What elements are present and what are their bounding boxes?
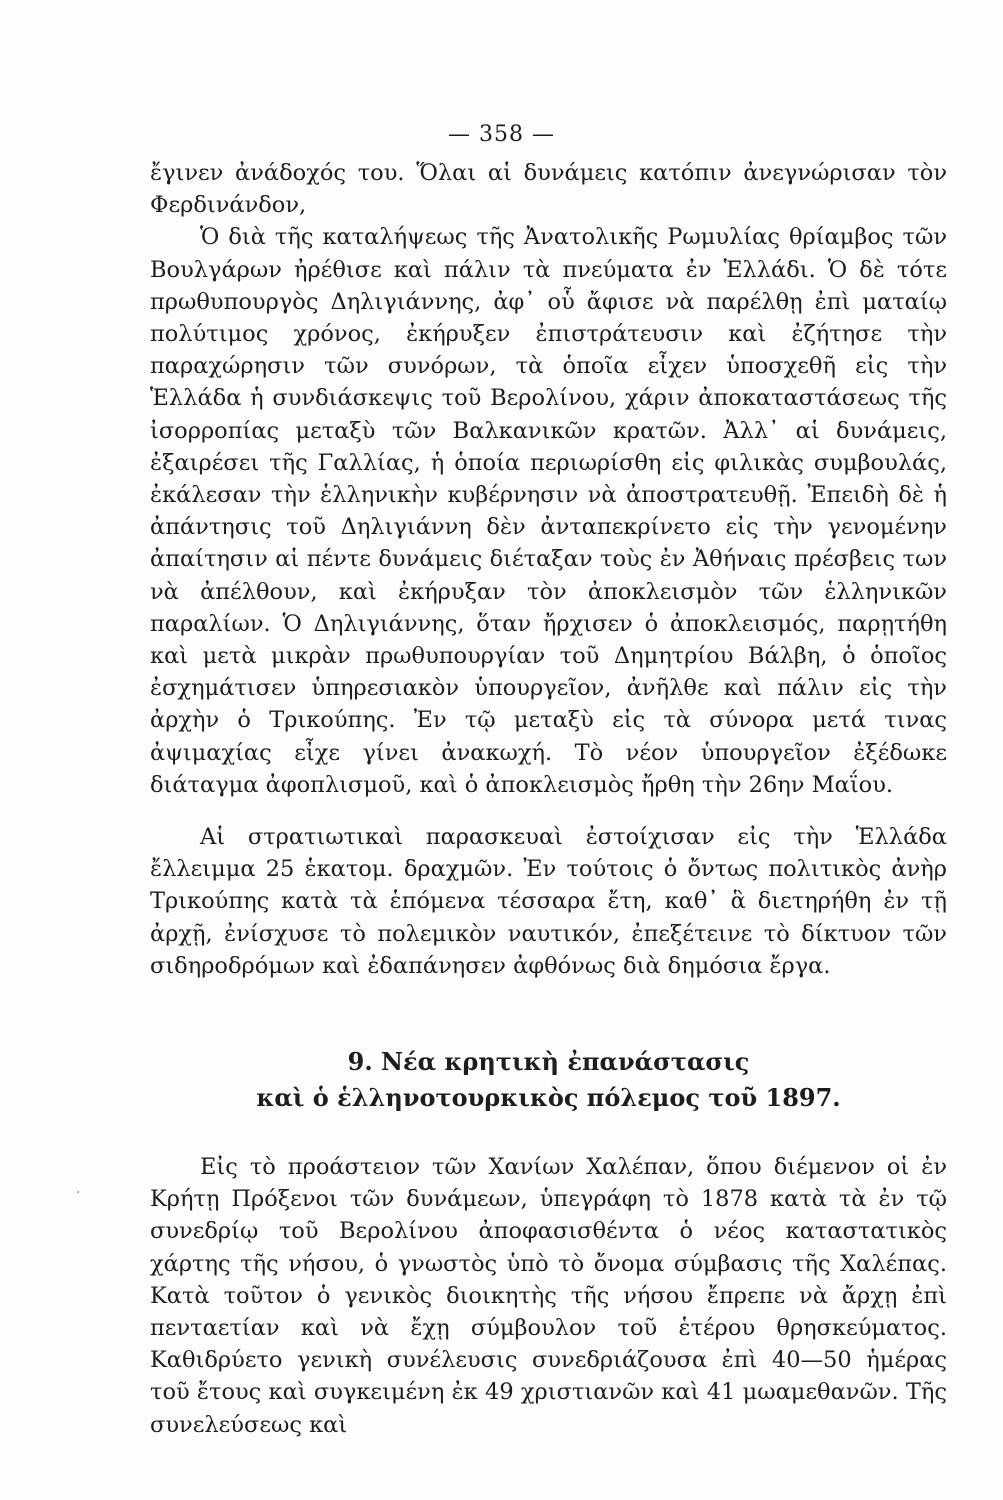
paragraph: Αἱ στρατιωτικαὶ παρασκευαὶ ἐστοίχισαν εἰς τὴν Ἑλλάδα ἔλλειμμα 25 ἑκατομ. δραχμῶν. Ἐν τούτοις ὁ ὄντως πολιτικὸς ἀνὴρ Τρικούπης κατὰ τὰ ἑπόμενα τέσσαρα ἔτη, καθ᾽ ἃ διετηρήθη ἐν τῇ ἀρχῇ, ἐνίσχυσε τὸ πολεμικὸν ναυτικόν, ἐπεξέτεινε τὸ δίκτυον τῶν σιδηροδρόμων καὶ ἐδαπάνησεν ἀφθόνως διὰ δημόσια ἔργα. [150, 824, 947, 979]
section-heading-line: καὶ ὁ ἑλληνοτουρκικὸς πόλεμος τοῦ 1897. [256, 1083, 841, 1112]
section-heading [150, 1044, 947, 1116]
paragraph: Εἰς τὸ προάστειον τῶν Χανίων Χαλέπαν, ὅπου διέμενον οἱ ἐν Κρήτῃ Πρόξενοι τῶν δυνάμεων, ὑπεγράφη τὸ 1878 κατὰ τὰ ἐν τῷ συνεδρίῳ τοῦ Βερολίνου ἀποφασισθέντα ὁ νέος καταστατικὸς χάρτης τῆς νήσου, ὁ γνωστὸς ὑπὸ τὸ ὄνομα σύμβασις τῆς Χαλέπας. Κατὰ τοῦτον ὁ γενικὸς διοικητὴς τῆς νήσου ἔπρεπε νὰ ἄρχῃ ἐπὶ πενταετίαν καὶ νὰ ἔχῃ σύμβουλον τοῦ ἑτέρου θρησκεύματος. Καθιδρύετο γενικὴ συνέλευσις συνεδριάζουσα ἐπὶ 40—50 ἡμέρας τοῦ ἔτους καὶ συγκειμένη ἐκ 49 χριστιανῶν καὶ 41 μωαμεθανῶν. Τῆς συνελεύσεως καὶ [150, 1154, 947, 1438]
paragraph: Ὁ διὰ τῆς καταλήψεως τῆς Ἀνατολικῆς Ρωμυλίας θρίαμβος τῶν Βουλγάρων ἠρέθισε καὶ πάλιν τὰ πνεύματα ἐν Ἑλλάδι. Ὁ δὲ τότε πρωθυπουργὸς Δηλιγιάννης, ἀφ᾽ οὗ ἄφισε νὰ παρέλθῃ ἐπὶ ματαίῳ πολύτιμος χρόνος, ἐκήρυξεν ἐπιστράτευσιν καὶ ἐζήτησε τὴν παραχώρησιν τῶν συνόρων, τὰ ὁποῖα εἶχεν ὑποσχεθῆ εἰς τὴν Ἑλλάδα ἡ συνδιάσκεψις τοῦ Βερολίνου, χάριν ἀποκαταστάσεως τῆς ἰσορροπίας μεταξὺ τῶν Βαλκανικῶν κρατῶν. Ἀλλ᾽ αἱ δυνάμεις, ἐξαιρέσει τῆς Γαλλίας, ἡ ὁποία περιωρίσθη εἰς φιλικὰς συμβουλάς, ἐκάλεσαν τὴν ἑλληνικὴν κυβέρνησιν νὰ ἀποστρατευθῇ. Ἐπειδὴ δὲ ἡ ἀπάντησις τοῦ Δηλιγιάννη δὲν ἀνταπεκρίνετο εἰς τὴν γενομένην ἀπαίτησιν αἱ πέντε δυνάμεις διέταξαν τοὺς ἐν Ἀθήναις πρέσβεις των νὰ ἀπέλθουν, καὶ ἐκήρυξαν τὸν ἀποκλεισμὸν τῶν ἑλληνικῶν παραλίων. Ὁ Δηλιγιάννης, ὅταν ἤρχισεν ὁ ἀποκλεισμός, παρῃτήθη καὶ μετὰ μικρὰν πρωθυπουργίαν τοῦ Δημητρίου Βάλβη, ὁ ὁποῖος ἐσχημάτισεν ὑπηρεσιακὸν ὑπουργεῖον, ἀνῆλθε καὶ πάλιν εἰς τὴν ἀρχὴν ὁ Τρικούπης. Ἐν τῷ μεταξὺ εἰς τὰ σύνορα μετά τινας ἀψιμαχίας εἶχε γίνει ἀνακωχή. Τὸ νέον ὑπουργεῖον ἐξέδωκε διάταγμα ἀφοπλισμοῦ, καὶ ὁ ἀποκλεισμὸς ἤρθη τὴν 26ην Μαΐου. [150, 224, 947, 798]
paragraph: ἔγινεν ἀνάδοχός του. Ὅλαι αἱ δυνάμεις κατόπιν ἀνεγνώρισαν τὸν Φερδινάνδον, [150, 160, 947, 219]
page-number: — 358 — [448, 122, 555, 147]
text-block-bottom [150, 1151, 947, 1441]
section-heading-line: 9. Νέα κρητικὴ ἐπανάστασις [347, 1047, 750, 1076]
scan-speck: · [76, 1185, 81, 1201]
text-block-middle [150, 821, 947, 982]
text-block-top [150, 157, 947, 801]
